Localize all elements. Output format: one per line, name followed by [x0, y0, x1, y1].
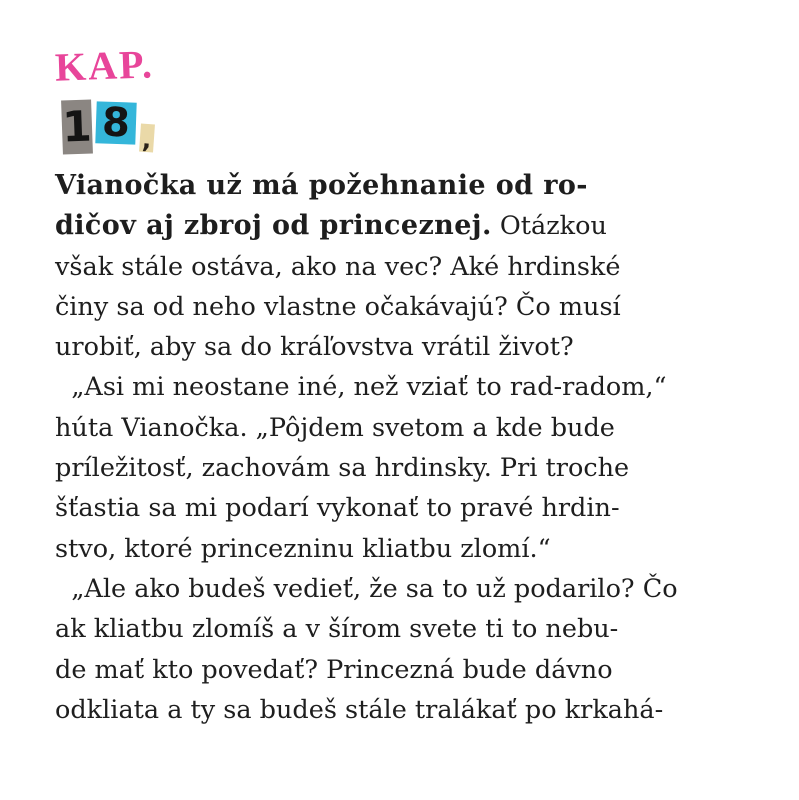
text-line: šťastia sa mi podarí vykonať to pravé hrdin-: [55, 493, 620, 524]
text-line: urobiť, aby sa do kráľovstva vrátil život?: [55, 332, 574, 363]
text-line: odkliata a ty sa budeš stále tralákať po krkahá-: [55, 694, 664, 725]
text-line: de mať kto povedať? Princezná bude dávno: [55, 654, 613, 685]
text-line: [55, 206, 755, 246]
lead-line-end: dičov aj zbroj od princeznej.: [55, 210, 492, 242]
text-line: „Ale ako budeš vedieť, že sa to už podarilo? Čo: [55, 573, 678, 604]
text-line: však stále ostáva, ako na vec? Aké hrdinské: [55, 251, 621, 282]
text-line: činy sa od neho vlastne očakávajú? Čo musí: [55, 291, 621, 322]
lead-line: Vianočka už má požehnanie od ro-: [55, 170, 588, 201]
text-line: „Asi mi neostane iné, než vziať to rad-radom,“: [55, 372, 667, 403]
chapter-number-digit: 1: [61, 99, 93, 154]
text-line: húta Vianočka. „Pôjdem svetom a kde bude: [55, 412, 615, 443]
chapter-label: KAP.: [54, 41, 155, 90]
text-line: ak kliatbu zlomíš a v šírom svete ti to nebu-: [55, 614, 619, 645]
chapter-number-digit: 8: [95, 101, 136, 144]
chapter-number-punctuation: ,: [139, 124, 155, 153]
body-text: [55, 166, 755, 730]
text-line: stvo, ktoré princezninu kliatbu zlomí.“: [55, 533, 551, 564]
text-line: príležitosť, zachovám sa hrdinsky. Pri troche: [55, 453, 630, 484]
text-fragment: Otázkou: [491, 211, 607, 242]
